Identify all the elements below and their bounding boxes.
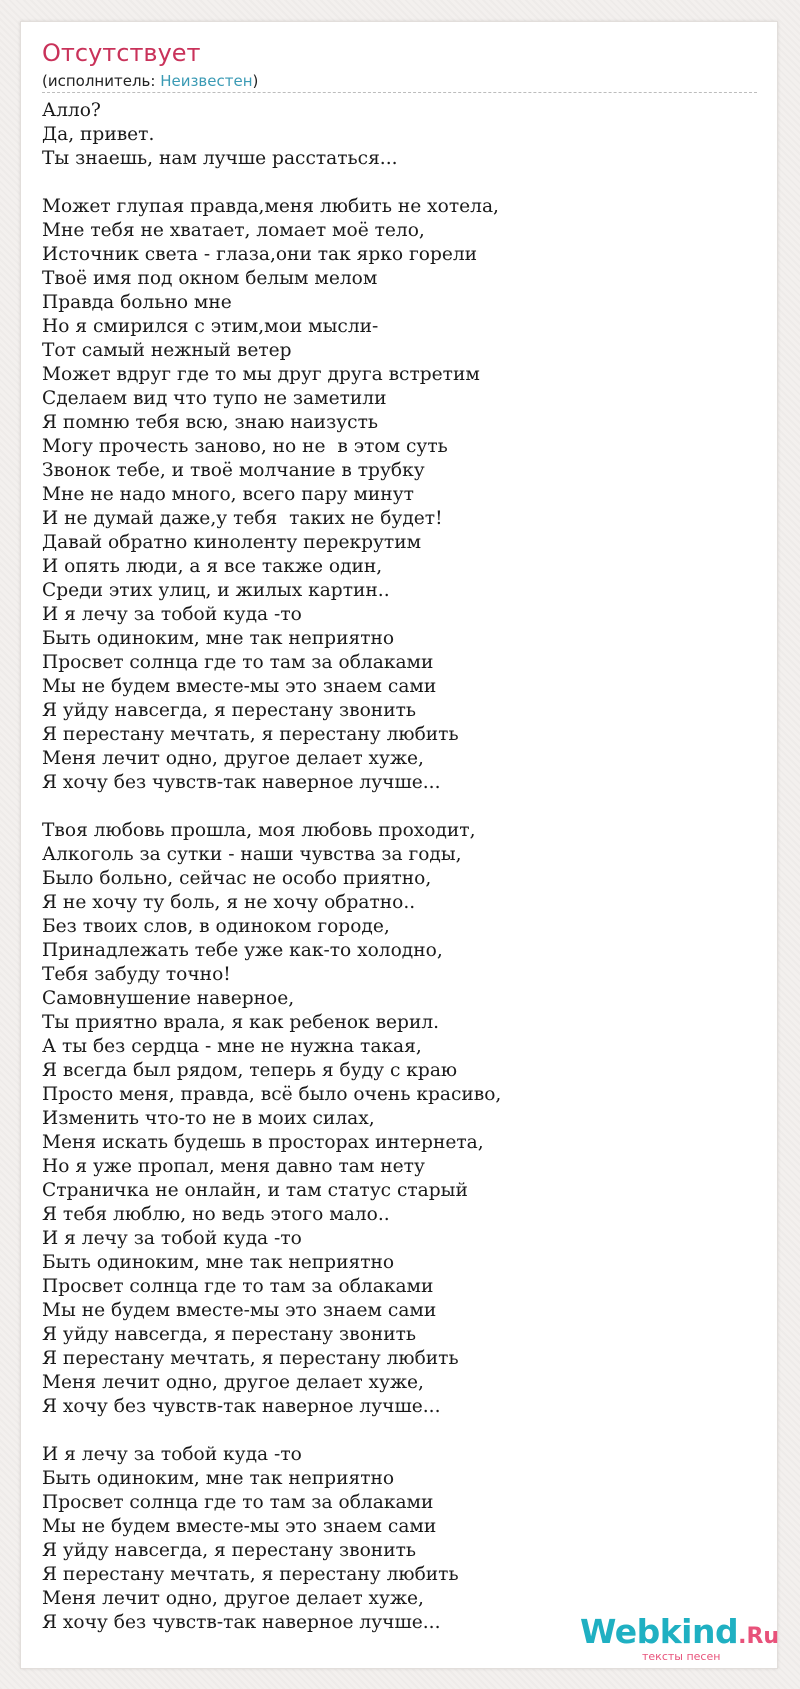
lyric-line: Я тебя люблю, но ведь этого мало.. <box>42 1204 390 1225</box>
lyric-line: Тот самый нежный ветер <box>42 340 292 361</box>
webkind-logo[interactable] <box>580 1612 780 1668</box>
lyric-line: Самовнушение наверное, <box>42 988 295 1009</box>
lyric-line: Мы не будем вместе-мы это знаем сами <box>42 1516 437 1537</box>
lyric-line: Правда больно мне <box>42 292 232 313</box>
lyric-line: Принадлежать тебе уже как-то холодно, <box>42 940 443 961</box>
lyric-line: Меня искать будешь в просторах интернета, <box>42 1132 484 1153</box>
lyric-line: Просвет солнца где то там за облаками <box>42 652 434 673</box>
lyric-line: И опять люди, а я все также один, <box>42 556 383 577</box>
lyric-line: Без твоих слов, в одиноком городе, <box>42 916 390 937</box>
lyric-line: Мне тебя не хватает, ломает моё тело, <box>42 220 425 241</box>
artist-line <box>42 72 258 90</box>
lyric-line: Но я смирился с этим,мои мысли- <box>42 316 379 337</box>
lyric-line: Мы не будем вместе-мы это знаем сами <box>42 1300 437 1321</box>
song-title: Отсутствует <box>42 39 201 67</box>
lyric-line: Может вдруг где то мы друг друга встретим <box>42 364 480 385</box>
lyric-line: Давай обратно киноленту перекрутим <box>42 532 422 553</box>
lyric-line: Ты приятно врала, я как ребенок верил. <box>42 1012 440 1033</box>
lyric-line: Просвет солнца где то там за облаками <box>42 1276 434 1297</box>
lyric-line: Мы не будем вместе-мы это знаем сами <box>42 676 437 697</box>
lyric-line: Но я уже пропал, меня давно там нету <box>42 1156 425 1177</box>
stanza-break <box>42 795 742 819</box>
lyric-line: И я лечу за тобой куда -то <box>42 1444 302 1465</box>
lyric-line: Я всегда был рядом, теперь я буду с краю <box>42 1060 458 1081</box>
lyric-line: И я лечу за тобой куда -то <box>42 604 302 625</box>
logo-tld: .Ru <box>738 1624 780 1649</box>
lyric-line: Быть одиноким, мне так неприятно <box>42 1252 395 1273</box>
lyric-line: Твоё имя под окном белым мелом <box>42 268 378 289</box>
lyric-line: Могу прочесть заново, но не в этом суть <box>42 436 448 457</box>
lyric-line: Сделаем вид что тупо не заметили <box>42 388 387 409</box>
lyric-line: Страничка не онлайн, и там статус старый <box>42 1180 468 1201</box>
lyric-line: Быть одиноким, мне так неприятно <box>42 628 395 649</box>
lyric-line: Я перестану мечтать, я перестану любить <box>42 1348 459 1369</box>
lyric-line: Я уйду навсегда, я перестану звонить <box>42 700 416 721</box>
lyric-line: А ты без сердца - мне не нужна такая, <box>42 1036 422 1057</box>
lyric-line: Может глупая правда,меня любить не хотела, <box>42 196 499 217</box>
artist-prefix: (исполнитель: <box>42 72 161 90</box>
lyric-line: Среди этих улиц, и жилых картин.. <box>42 580 390 601</box>
lyric-line: Источник света - глаза,они так ярко горели <box>42 244 478 265</box>
lyric-line: Твоя любовь прошла, моя любовь проходит, <box>42 820 476 841</box>
lyric-line: Алло? <box>42 100 101 121</box>
lyric-line: Я хочу без чувств-так наверное лучше... <box>42 1612 441 1633</box>
artist-link[interactable]: Неизвестен <box>160 72 253 90</box>
lyric-line: Я перестану мечтать, я перестану любить <box>42 1564 459 1585</box>
lyric-line: Просвет солнца где то там за облаками <box>42 1492 434 1513</box>
artist-suffix: ) <box>252 72 259 90</box>
lyric-line: Тебя забуду точно! <box>42 964 231 985</box>
lyrics-card <box>20 21 778 1669</box>
lyric-line: Я перестану мечтать, я перестану любить <box>42 724 459 745</box>
lyric-line: Я не хочу ту боль, я не хочу обратно.. <box>42 892 416 913</box>
lyric-line: Просто меня, правда, всё было очень красиво, <box>42 1084 502 1105</box>
lyric-line: Ты знаешь, нам лучше расстаться... <box>42 148 398 169</box>
stanza-break <box>42 171 742 195</box>
lyric-line: Изменить что-то не в моих силах, <box>42 1108 375 1129</box>
lyric-line: Я хочу без чувств-так наверное лучше... <box>42 1396 441 1417</box>
lyric-line: И я лечу за тобой куда -то <box>42 1228 302 1249</box>
lyric-line: Было больно, сейчас не особо приятно, <box>42 868 432 889</box>
lyric-line: Да, привет. <box>42 124 155 145</box>
logo-tagline: тексты песен <box>642 1650 721 1663</box>
lyric-line: Меня лечит одно, другое делает хуже, <box>42 1588 424 1609</box>
lyric-line: Быть одиноким, мне так неприятно <box>42 1468 395 1489</box>
lyric-line: Алкоголь за сутки - наши чувства за годы, <box>42 844 462 865</box>
lyric-line: Меня лечит одно, другое делает хуже, <box>42 1372 424 1393</box>
lyric-line: Звонок тебе, и твоё молчание в трубку <box>42 460 425 481</box>
lyric-line: Мне не надо много, всего пару минут <box>42 484 414 505</box>
stanza-break <box>42 1419 742 1443</box>
lyric-line: Меня лечит одно, другое делает хуже, <box>42 748 424 769</box>
title-divider <box>42 92 757 93</box>
logo-name: Webkind <box>580 1612 739 1651</box>
lyrics-body <box>42 99 742 1635</box>
lyric-line: Я хочу без чувств-так наверное лучше... <box>42 772 441 793</box>
lyric-line: И не думай даже,у тебя таких не будет! <box>42 508 443 529</box>
lyric-line: Я помню тебя всю, знаю наизусть <box>42 412 378 433</box>
lyric-line: Я уйду навсегда, я перестану звонить <box>42 1540 416 1561</box>
lyric-line: Я уйду навсегда, я перестану звонить <box>42 1324 416 1345</box>
